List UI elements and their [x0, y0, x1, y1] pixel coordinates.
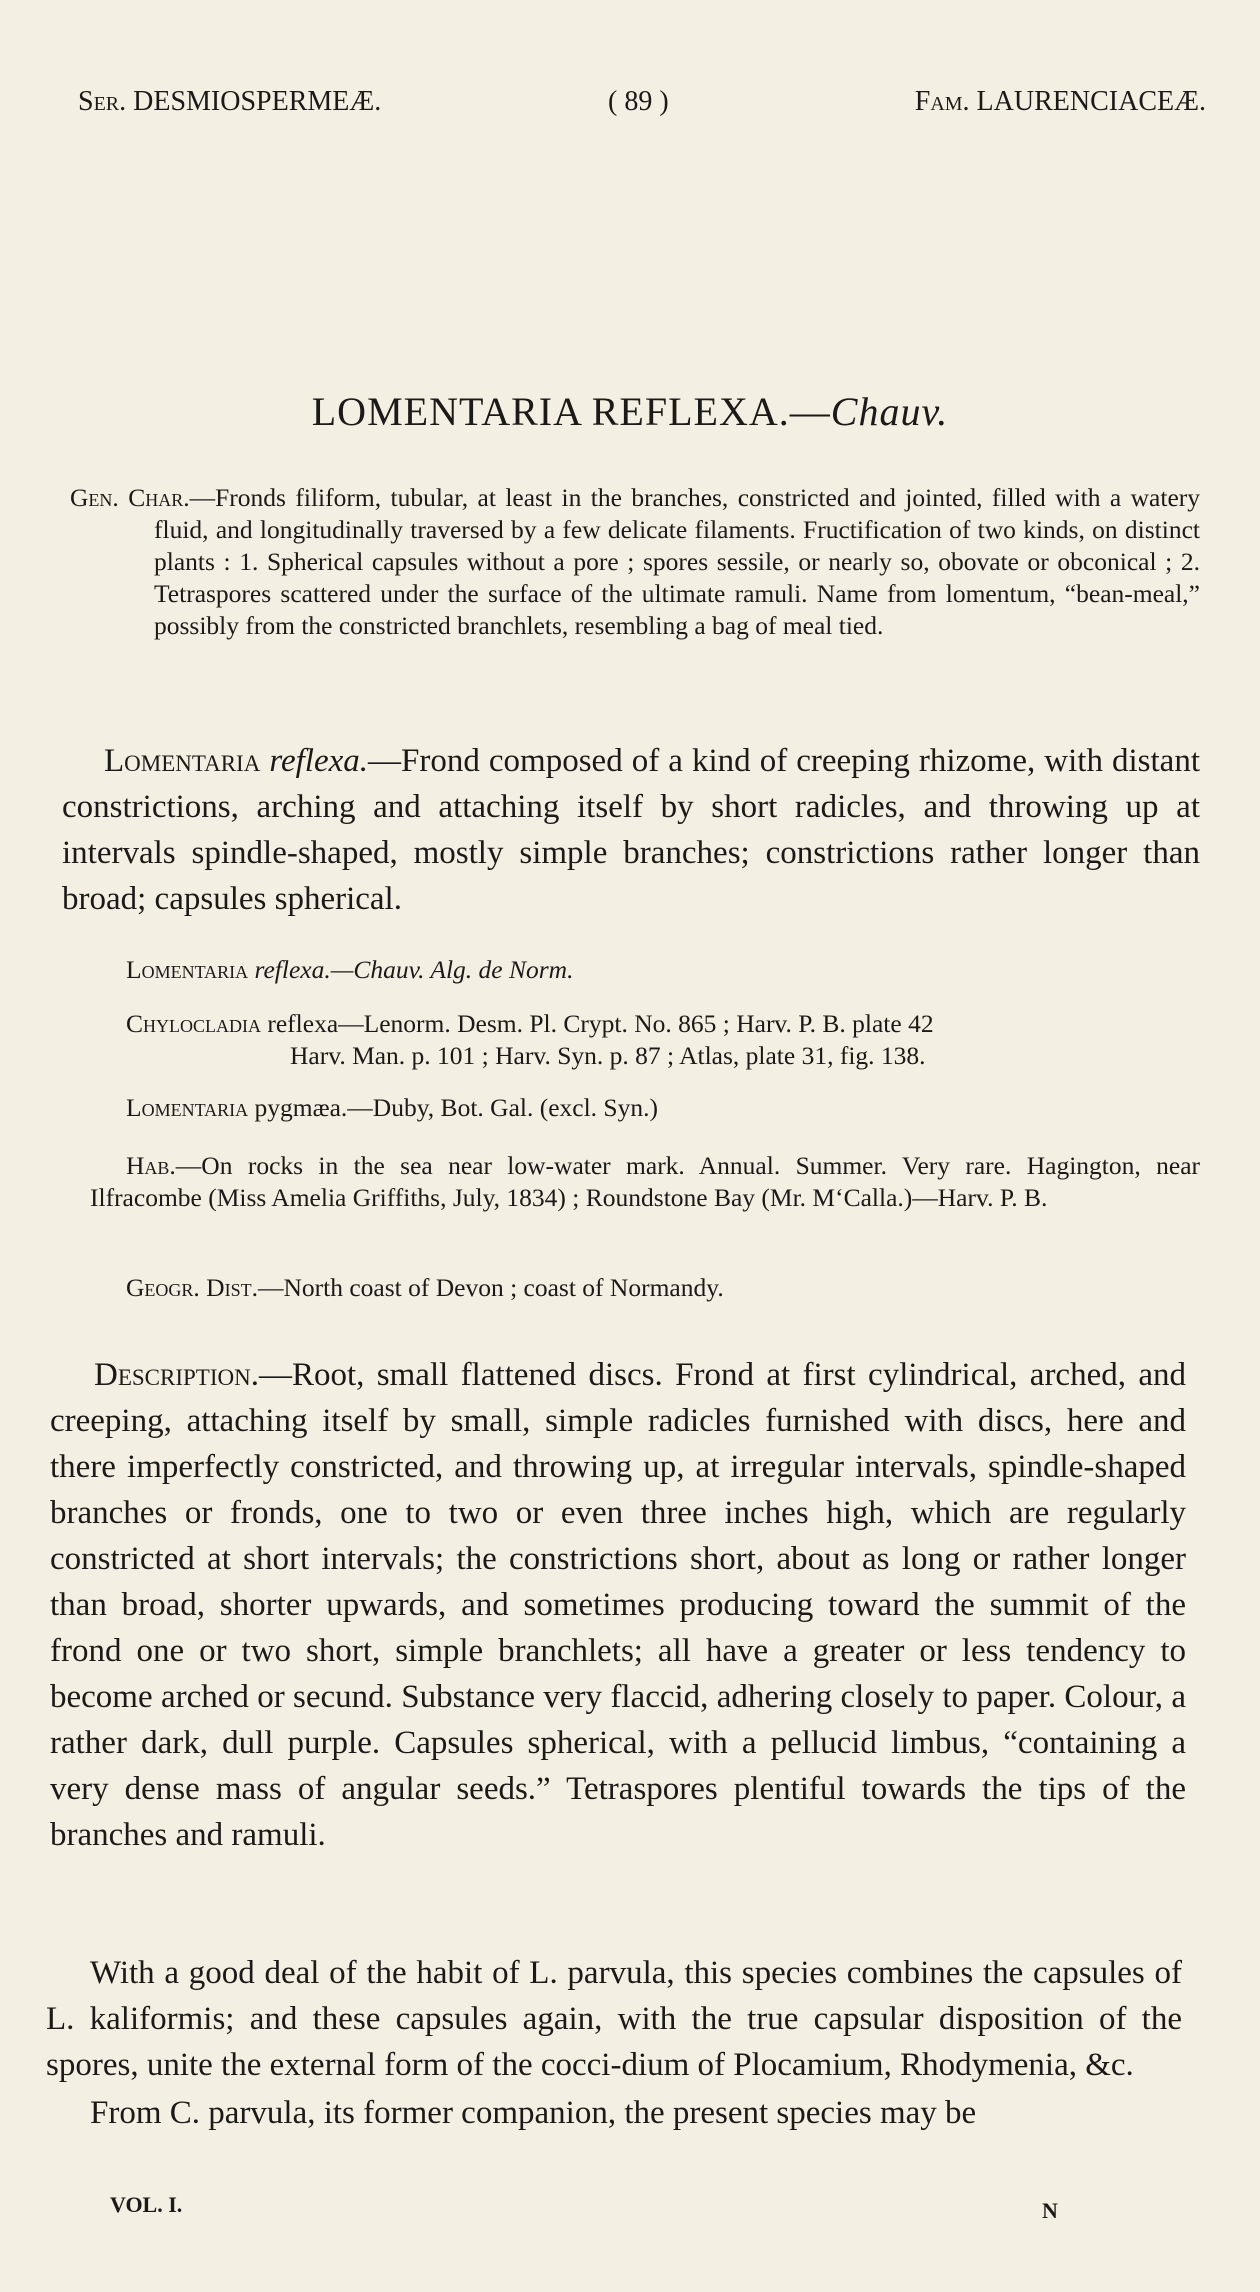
genus-character-label: Gen. Char.	[70, 483, 190, 512]
geography-label: Geogr. Dist.	[126, 1273, 258, 1302]
synonym-2-continued: Harv. Man. p. 101 ; Harv. Syn. p. 87 ; Atlas, plate 31, fig. 138.	[290, 1041, 926, 1070]
signature-mark: N	[1042, 2198, 1058, 2223]
species-character-text: —Frond composed of a kind of creeping rhizome, with distant constrictions, arching and attaching itself by short radicles, and throwing up at intervals spindle-shaped, mostly simple branches; constrictions rather longer than broad; capsules spherical.	[62, 743, 1200, 917]
description-text: —Root, small flattened discs. Frond at first cylindrical, arched, and creeping, attaching itself by small, simple radicles furnished with discs, here and there imperfectly constricted, and throwing up, at irregular intervals, spindle-shaped branches or fronds, one to two or even three inches high, which are regularly constricted at short intervals; the constrictions short, about as long or rather longer than broad, shorter upwards, and sometimes producing toward the summit of the frond one or two short, simple branchlets; all have a greater or less tendency to become arched or secund. Substance very flaccid, adhering closely to paper. Colour, a rather dark, dull purple. Capsules spherical, with a pellucid limbus, “containing a very dense mass of angular seeds.” Tetraspores plentiful towards the tips of the branches and ramuli.	[50, 1357, 1186, 1853]
species-title-name: LOMENTARIA REFLEXA.—	[311, 389, 831, 434]
genus-character	[70, 482, 1200, 642]
geographic-distribution	[126, 1272, 1206, 1304]
species-epithet: reflexa.	[269, 743, 369, 779]
species-character	[62, 738, 1200, 922]
habitat	[90, 1150, 1200, 1214]
habitat-text: —On rocks in the sea near low-water mark. Annual. Summer. Very rare. Hagington, near Ilfracombe (Miss Amelia Griffiths, July, 1834) ; Roundstone Bay (Mr. M‘Calla.)—Harv. P. B.	[90, 1151, 1200, 1212]
species-title	[0, 388, 1260, 435]
remarks-paragraph-1: With a good deal of the habit of L. parvula, this species combines the capsules of L. kaliformis; and these capsules again, with the true capsular disposition of the spores, unite the external form of the cocci-dium of Plocamium, Rhodymenia, &c.	[46, 1955, 1182, 2083]
description-label: Description.	[94, 1357, 259, 1393]
page-number: ( 89 )	[608, 86, 669, 117]
volume-label: VOL. I.	[110, 2192, 183, 2217]
running-head-right: Fam. LAURENCIACEÆ.	[914, 86, 1206, 117]
running-head-left: Ser. DESMIOSPERMEÆ.	[78, 86, 382, 117]
description	[50, 1352, 1186, 1858]
genus-character-text: —Fronds filiform, tubular, at least in the branches, constricted and jointed, filled with a watery fluid, and longitudinally traversed by a few delicate filaments. Fructification of two kinds, on distinct plants : 1. Spherical capsules without a pore ; spores sessile, or nearly so, obovate or obconical ; 2. Tetraspores scattered under the surface of the ultimate ramuli. Name from lomentum, “bean-meal,” possibly from the constricted branchlets, resembling a bag of meal tied.	[154, 483, 1201, 640]
remarks	[46, 1950, 1182, 2136]
synonym-1: Lomentaria reflexa.—Chauv. Alg. de Norm.	[126, 955, 574, 984]
species-genus: Lomentaria	[104, 743, 261, 779]
remarks-paragraph-2: From C. parvula, its former companion, the present species may be	[90, 2095, 977, 2131]
synonym-2: Chylocladia reflexa—Lenorm. Desm. Pl. Crypt. No. 865 ; Harv. P. B. plate 42	[126, 1009, 934, 1038]
synonym-3: Lomentaria pygmæa.—Duby, Bot. Gal. (excl. Syn.)	[126, 1093, 658, 1122]
geography-text: —North coast of Devon ; coast of Normandy.	[257, 1273, 724, 1302]
synonym-list	[126, 954, 1206, 1124]
habitat-label: Hab.	[126, 1151, 176, 1180]
species-title-author: Chauv.	[830, 389, 949, 434]
running-head	[78, 86, 1206, 126]
